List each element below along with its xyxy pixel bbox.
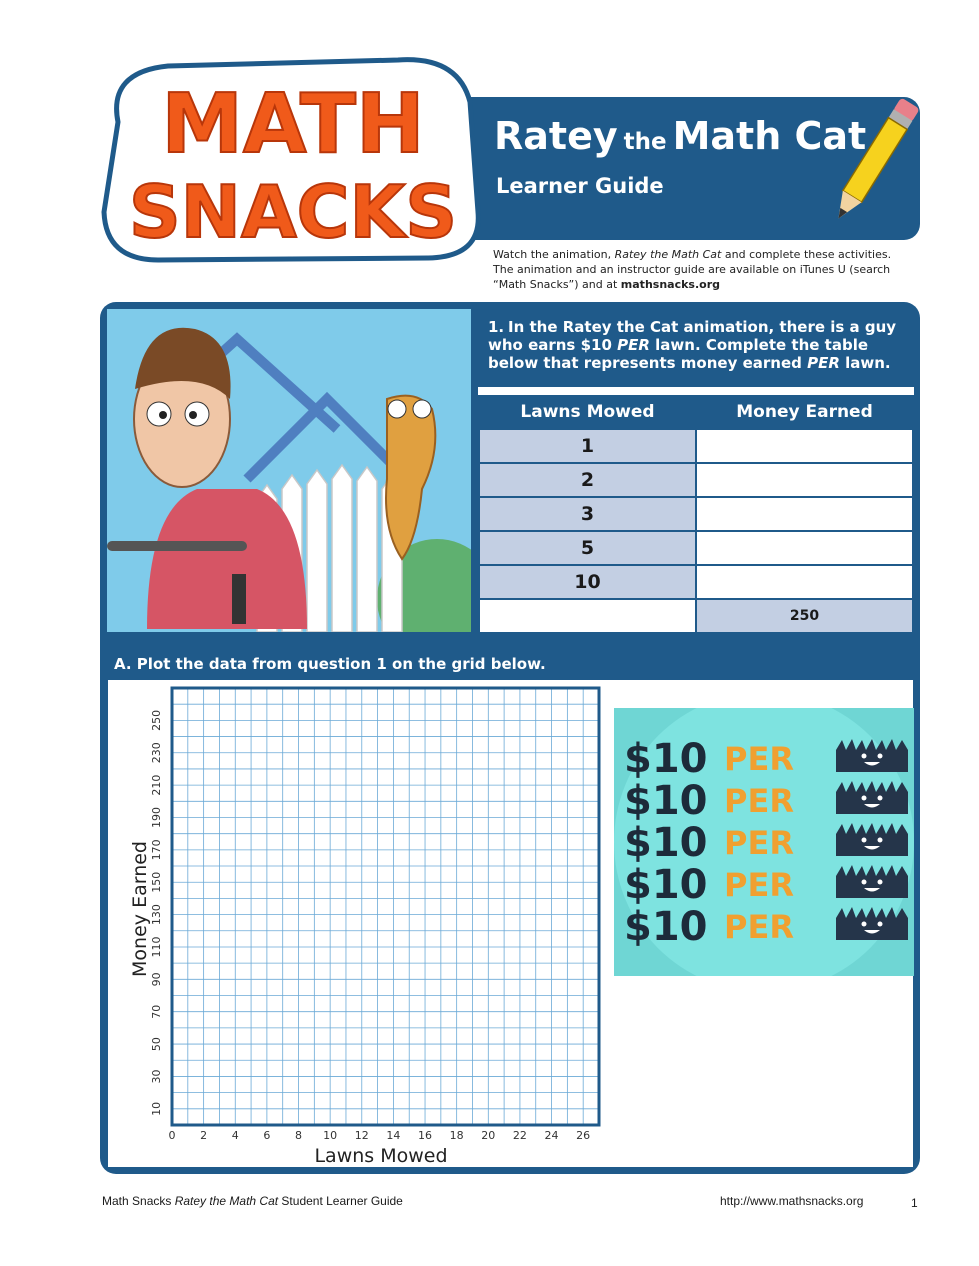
grass-icon — [834, 906, 910, 942]
per-word: PER — [724, 782, 794, 820]
x-tick-label: 14 — [386, 1129, 401, 1142]
money-input-cell[interactable] — [696, 429, 913, 463]
pencil-icon — [820, 85, 930, 235]
table-row — [479, 429, 913, 463]
svg-text:SNACKS: SNACKS — [128, 170, 458, 254]
money-input-cell[interactable] — [696, 565, 913, 599]
divider — [478, 387, 914, 395]
y-tick-label: 30 — [150, 1069, 163, 1084]
intro-text: Watch the animation, Ratey the Math Cat and complete these activities. The animation and an instructor guide are available on iTunes U (search “Math Snacks”) and at mathsnacks.org — [493, 248, 892, 291]
lawns-cell: 5 — [479, 531, 696, 565]
grass-icon — [834, 738, 910, 774]
x-tick-label: 20 — [481, 1129, 496, 1142]
plot-grid[interactable] — [108, 684, 608, 1174]
x-tick-label: 8 — [295, 1129, 303, 1142]
per-word: PER — [724, 866, 794, 904]
money-input-cell[interactable] — [696, 531, 913, 565]
lawns-cell: 1 — [479, 429, 696, 463]
lawns-cell: 10 — [479, 565, 696, 599]
y-tick-label: 130 — [150, 904, 163, 926]
per-row — [624, 820, 904, 866]
x-tick-label: 26 — [576, 1129, 591, 1142]
y-tick-label: 230 — [150, 742, 163, 764]
per-amount: $10 — [624, 862, 708, 908]
per-amount: $10 — [624, 820, 708, 866]
money-cell: 250 — [696, 599, 913, 633]
y-tick-label: 250 — [150, 709, 163, 731]
x-axis-label: Lawns Mowed — [314, 1145, 448, 1167]
per-amount: $10 — [624, 778, 708, 824]
title-the: the — [623, 129, 667, 155]
grid-lines — [172, 688, 599, 1125]
question-1-text: 1. In the Ratey the Cat animation, there is a guy who earns $10 PER lawn. Complete the table below that represents money earned PER lawn. — [488, 318, 897, 372]
y-tick-label: 170 — [150, 839, 163, 861]
section-a-instruction: A. Plot the data from question 1 on the grid below. — [114, 655, 546, 673]
footer-url-link[interactable]: http://www.mathsnacks.org — [720, 1194, 864, 1208]
ten-per-lawn-image — [614, 708, 914, 976]
x-tick-label: 24 — [544, 1129, 559, 1142]
per-word: PER — [724, 908, 794, 946]
page-subtitle: Learner Guide — [496, 174, 664, 198]
math-snacks-logo — [98, 52, 488, 264]
page-number: 1 — [911, 1196, 918, 1210]
mathsnacks-link[interactable]: mathsnacks.org — [620, 278, 720, 291]
footer-title: Math Snacks Ratey the Math Cat Student Learner Guide — [102, 1194, 403, 1208]
per-row — [624, 736, 904, 782]
per-amount: $10 — [624, 904, 708, 950]
x-tick-label: 16 — [418, 1129, 433, 1142]
title-ratey: Ratey — [494, 114, 618, 158]
lawns-cell: 2 — [479, 463, 696, 497]
table-row — [479, 531, 913, 565]
y-tick-label: 90 — [150, 972, 163, 987]
y-tick-label: 50 — [150, 1037, 163, 1052]
table-row — [479, 497, 913, 531]
lawns-cell: 3 — [479, 497, 696, 531]
table-row — [479, 599, 913, 633]
x-tick-label: 0 — [168, 1129, 176, 1142]
x-axis-ticks — [169, 1129, 591, 1142]
x-tick-label: 6 — [263, 1129, 271, 1142]
y-axis-ticks — [150, 710, 163, 1116]
table-row — [479, 463, 913, 497]
title-math-cat: Math Cat — [672, 114, 867, 158]
x-tick-label: 4 — [231, 1129, 239, 1142]
x-tick-label: 18 — [449, 1129, 464, 1142]
per-row — [624, 862, 904, 908]
page-title — [494, 114, 866, 158]
per-word: PER — [724, 824, 794, 862]
x-tick-label: 12 — [354, 1129, 369, 1142]
y-tick-label: 210 — [150, 774, 163, 796]
table-header-lawns: Lawns Mowed — [479, 396, 696, 429]
table-row — [479, 565, 913, 599]
y-axis-label: Money Earned — [129, 841, 151, 977]
grid-border — [172, 688, 599, 1125]
y-tick-label: 190 — [150, 806, 163, 828]
y-tick-label: 150 — [150, 871, 163, 893]
x-tick-label: 22 — [512, 1129, 527, 1142]
svg-text:MATH: MATH — [161, 77, 425, 172]
x-tick-label: 10 — [323, 1129, 338, 1142]
y-tick-label: 10 — [150, 1101, 163, 1116]
grass-icon — [834, 780, 910, 816]
x-tick-label: 2 — [200, 1129, 208, 1142]
per-amount: $10 — [624, 736, 708, 782]
per-row — [624, 904, 904, 950]
per-row — [624, 778, 904, 824]
lawns-input-cell[interactable] — [479, 599, 696, 633]
y-tick-label: 70 — [150, 1004, 163, 1019]
table-header-money: Money Earned — [696, 396, 913, 429]
money-input-cell[interactable] — [696, 497, 913, 531]
grass-icon — [834, 864, 910, 900]
animation-still-image — [107, 309, 471, 632]
y-tick-label: 110 — [150, 936, 163, 958]
grass-icon — [834, 822, 910, 858]
lawns-money-table — [478, 396, 914, 634]
money-input-cell[interactable] — [696, 463, 913, 497]
per-word: PER — [724, 740, 794, 778]
